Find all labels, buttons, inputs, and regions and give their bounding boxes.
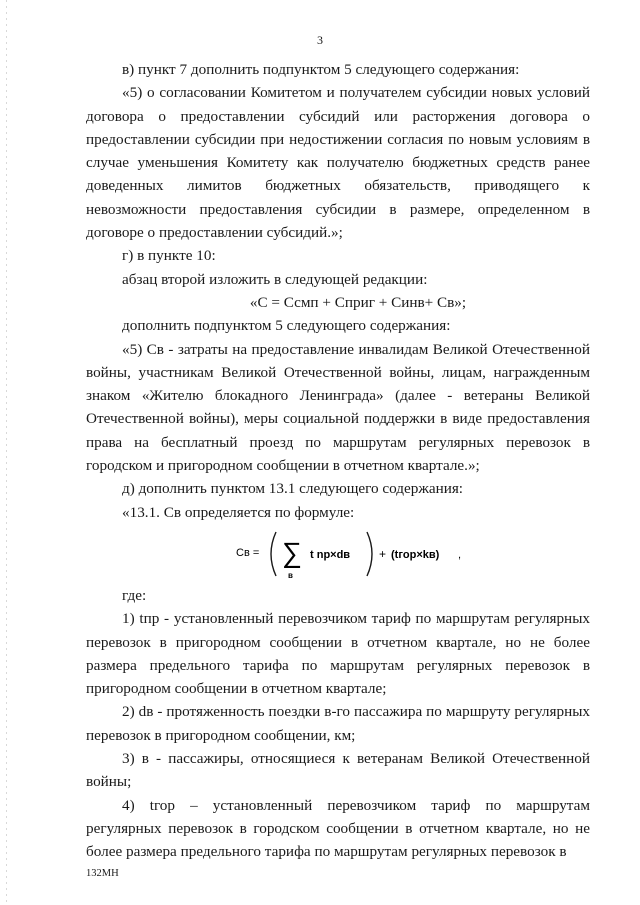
page-number: 3 [317, 33, 323, 47]
paragraph-13-1: «13.1. Св определяется по формуле: [122, 503, 355, 521]
definition-1-tpr: 1) tпр - установленный перевозчиком тариф по маршрутам регулярных перевозок в пригородном сообщении в отчетном квартале, но не более размера предельного тарифа по маршрутам регулярных перевозок в пригородном сообщении в отчетном квартале; [86, 610, 590, 698]
sum-sigma: ∑ [282, 536, 302, 568]
sum-index: в [288, 570, 293, 580]
paragraph-item-v: в) пункт 7 дополнить подпунктом 5 следующего содержания: [122, 61, 520, 78]
formula-end: , [458, 548, 462, 561]
paragraph-add-subitem: дополнить подпунктом 5 следующего содержания: [122, 317, 451, 335]
definition-4-tgor: 4) tгор – установленный перевозчиком тариф по маршрутам регулярных перевозок в городском сообщении в отчетном квартале, но не более размера предельного тарифа по маршрутам регулярных перевозок в [86, 796, 590, 861]
paragraph-second-abzac: абзац второй изложить в следующей редакции: [122, 270, 428, 288]
formula-lhs: Св = [236, 546, 260, 559]
definitions-intro: где: [122, 586, 147, 604]
paragraph-item-g: г) в пункте 10: [122, 247, 216, 265]
left-paren [271, 532, 276, 576]
right-paren [367, 532, 372, 576]
sum-term: t np×dв [310, 548, 351, 561]
paragraph-subitem-5-text: «5) о согласовании Комитетом и получателем субсидии новых условий договора о предоставлении субсидий или расторжения договора о предоставлении субсидии при недостижении согласия по новым условиям в случае уменьшения Комитету как получателю бюджетных средств ранее доведенных лимитов бюджетных обязательств, приводящего к невозможности предоставления субсидии в размере, определенном в договоре о предоставлении субсидий.»; [86, 84, 590, 242]
definition-3-v: 3) в - пассажиры, относящиеся к ветеранам Великой Отечественной войны; [86, 750, 590, 791]
document-body [86, 58, 590, 864]
formula-graphic [236, 526, 496, 582]
paragraph-item-d: д) дополнить пунктом 13.1 следующего содержания: [122, 480, 464, 498]
definition-2-dv: 2) dв - протяженность поездки в-го пассажира по маршруту регулярных перевозок в пригородном сообщении, км; [86, 703, 590, 744]
footer-code: 132МН [86, 868, 119, 879]
paragraph-cv-definition: «5) Св - затраты на предоставление инвалидам Великой Отечественной войны, участникам Великой Отечественной войны, лицам, награжденным знаком «Жителю блокадного Ленинграда» (далее - ветераны Великой Отечественной войны), меры социальной поддержки в виде предоставления права на бесплатный проезд по маршрутам регулярных перевозок в городском и пригородном сообщении в отчетном квартале.»; [86, 340, 590, 475]
formula-plus: + [379, 546, 387, 561]
formula-total-cost: «С = Ссмп + Сприг + Синв+ Св»; [249, 293, 467, 311]
scan-edge-mark [6, 0, 7, 905]
formula-cv [86, 526, 590, 582]
formula-second-term: (tгop×kв) [391, 548, 440, 561]
